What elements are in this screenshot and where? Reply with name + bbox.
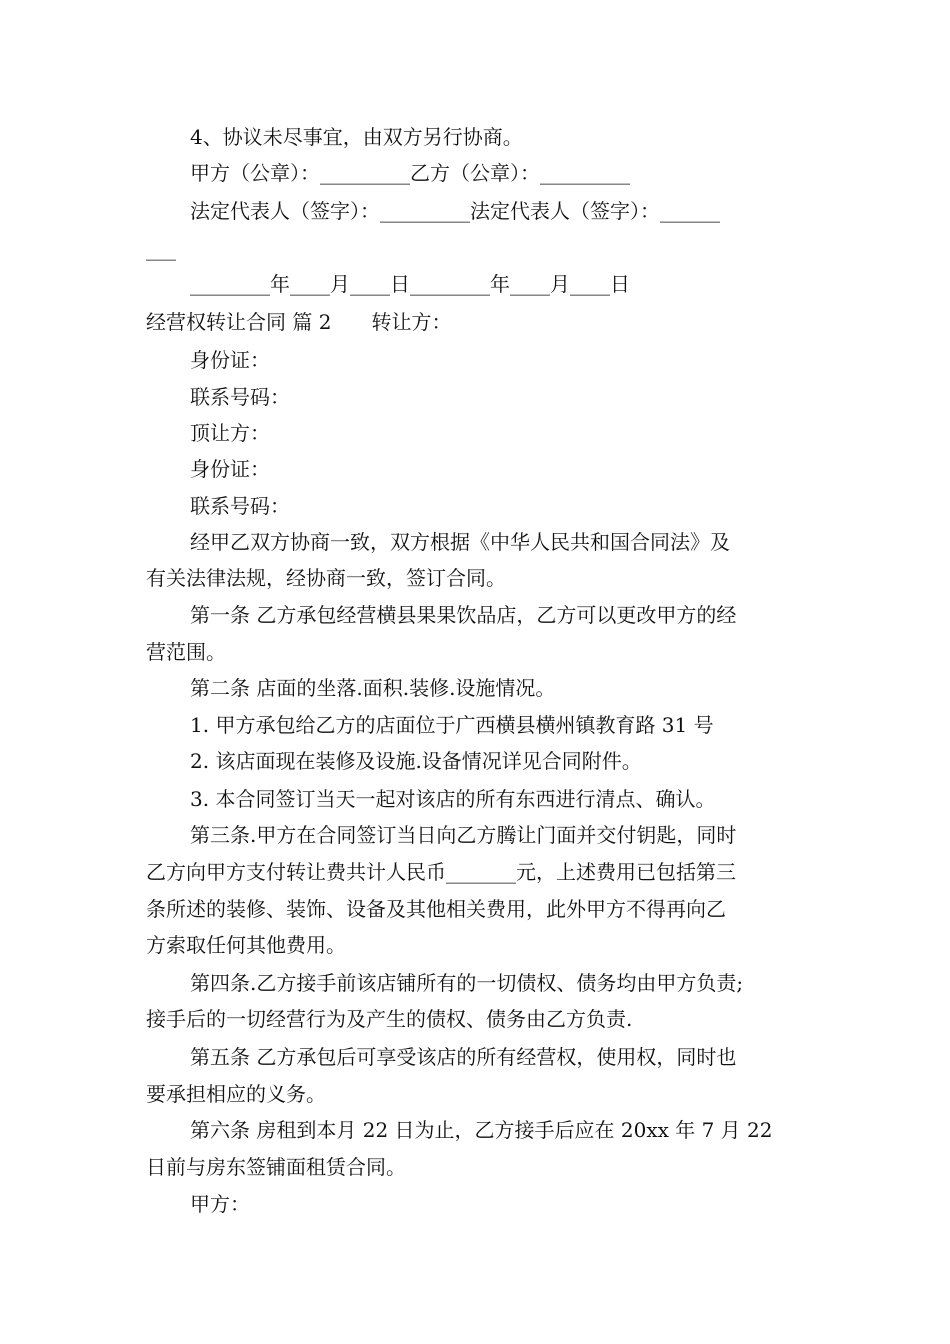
preamble-line-1: 经甲乙双方协商一致，双方根据《中华人民共和国合同法》及 bbox=[190, 530, 730, 554]
article-2-item-1: 1. 甲方承包给乙方的店面位于广西横县横州镇教育路 31 号 bbox=[190, 713, 714, 737]
seal-signature-line: 甲方（公章）：_________乙方（公章）：_________ bbox=[190, 161, 630, 185]
legal-rep-signature-line: 法定代表人（签字）：_________法定代表人（签字）：______ bbox=[190, 199, 720, 223]
clause-4-text: 4、协议未尽事宜，由双方另行协商。 bbox=[190, 125, 523, 149]
article-6-line-2: 日前与房东签铺面租赁合同。 bbox=[146, 1155, 406, 1179]
transferee-label: 顶让方： bbox=[190, 421, 270, 445]
legal-rep-signature-line-wrap: ___ bbox=[146, 237, 176, 261]
transferee-phone-label: 联系号码： bbox=[190, 494, 290, 518]
transferor-label: 转让方： bbox=[371, 310, 452, 334]
article-3-line-1: 第三条.甲方在合同签订当日向乙方腾让门面并交付钥匙，同时 bbox=[190, 823, 737, 847]
transferor-id-label: 身份证： bbox=[190, 348, 270, 372]
article-6-line-1: 第六条 房租到本月 22 日为止，乙方接手后应在 20xx 年 7 月 22 bbox=[190, 1118, 773, 1142]
preamble-line-2: 有关法律法规，经协商一致，签订合同。 bbox=[146, 566, 506, 590]
article-4-line-1: 第四条.乙方接手前该店铺所有的一切债权、债务均由甲方负责; bbox=[190, 971, 744, 995]
contract-heading-line bbox=[146, 310, 810, 334]
article-1-line-2: 营范围。 bbox=[146, 640, 226, 664]
party-a-signature-label: 甲方： bbox=[190, 1192, 250, 1216]
article-5-line-2: 要承担相应的义务。 bbox=[146, 1082, 326, 1106]
article-3-line-3: 条所述的装修、装饰、设备及其他相关费用，此外甲方不得再向乙 bbox=[146, 897, 726, 921]
article-2-item-2: 2. 该店面现在装修及设施.设备情况详见合同附件。 bbox=[190, 749, 642, 773]
article-2-heading: 第二条 店面的坐落.面积.装修.设施情况。 bbox=[190, 676, 556, 700]
article-5-line-1: 第五条 乙方承包后可享受该店的所有经营权，使用权，同时也 bbox=[190, 1045, 737, 1069]
date-line: ________年____月____日________年____月____日 bbox=[190, 272, 630, 296]
article-1-line-1: 第一条 乙方承包经营横县果果饮品店，乙方可以更改甲方的经 bbox=[190, 603, 737, 627]
article-3-line-4: 方索取任何其他费用。 bbox=[146, 933, 346, 957]
article-4-line-2: 接手后的一切经营行为及产生的债权、债务由乙方负责. bbox=[146, 1007, 633, 1031]
transferee-id-label: 身份证： bbox=[190, 457, 270, 481]
article-3-line-2: 乙方向甲方支付转让费共计人民币_______元，上述费用已包括第三 bbox=[146, 860, 736, 884]
transferor-phone-label: 联系号码： bbox=[190, 385, 290, 409]
article-2-item-3: 3. 本合同签订当天一起对该店的所有东西进行清点、确认。 bbox=[190, 787, 716, 811]
contract-heading: 经营权转让合同 篇 2 bbox=[146, 310, 332, 334]
